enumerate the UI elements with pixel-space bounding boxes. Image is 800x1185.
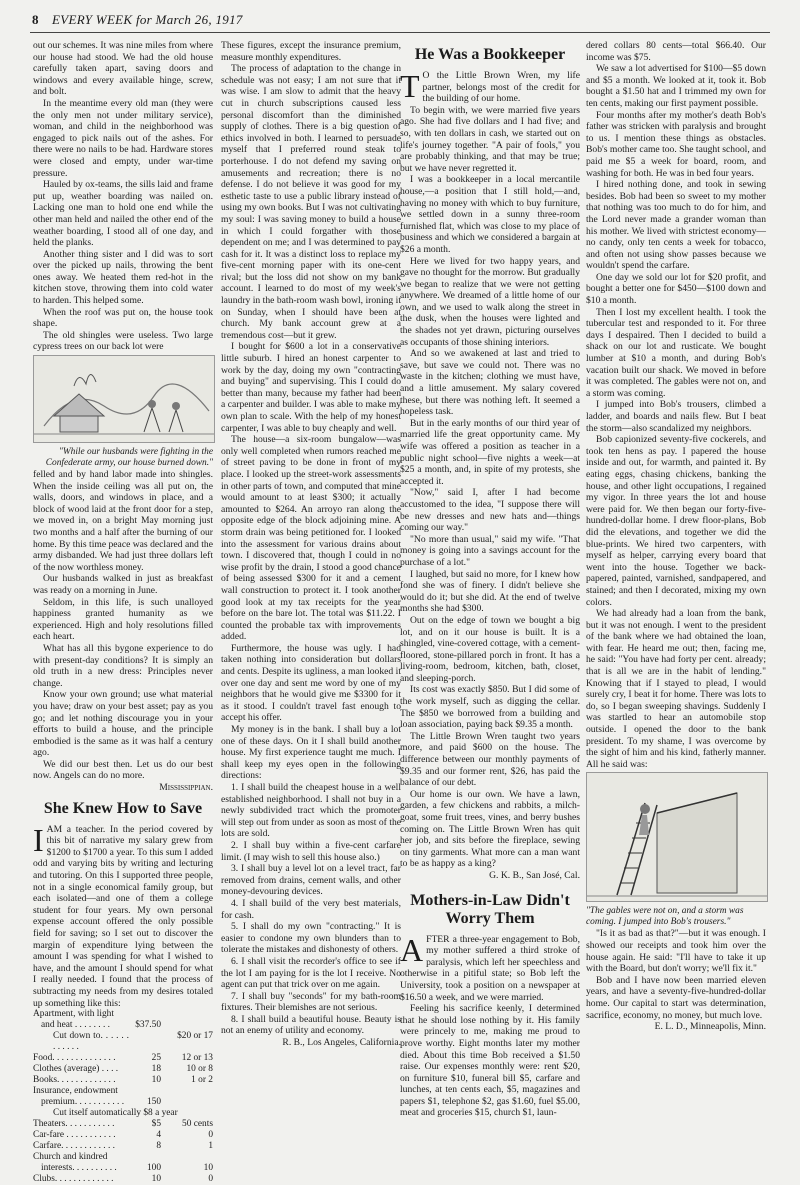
drop-cap: I — [33, 821, 44, 858]
paragraph: "No more than usual," said my wife. "That money is going into a savings account for the purchase of a lot." — [400, 533, 580, 568]
paragraph: My money is in the bank. I shall buy a lot one of these days. On it I shall build another house. My first experience taught me much. I shall keep my eyes open in the following directions: — [221, 724, 401, 782]
illustration-woman-on-ladder — [586, 772, 768, 902]
table-row: Food. . . . . . . . . . . . . . 25 12 or 13 — [33, 1053, 213, 1064]
paragraph: 4. I shall build of the very best materials, for cash. — [221, 897, 401, 921]
drop-cap: A — [400, 931, 424, 968]
paragraph: 8. I shall build a beautiful house. Beauty is not an enemy of utility and economy. — [221, 1013, 401, 1037]
column-2 — [221, 40, 401, 1085]
table-row: Car-fare . . . . . . . . . . . 4 0 — [33, 1130, 213, 1141]
ladder-illustration — [587, 773, 767, 901]
paragraph: 6. I shall visit the recorder's office to see if the lot I am paying for is the lot I receive. No agent can put that trick over on me again. — [221, 955, 401, 991]
paragraph: Bob and I have now been married eleven years, and have a seventy-five-hundred-dollar home. Our capital to start was determination, sacrifice, economy, no money, but much love. — [586, 974, 766, 1021]
table-row: interests. . . . . . . . . . 100 10 — [41, 1163, 213, 1174]
paragraph: Its cost was exactly $850. But I did some of the work myself, such as digging the cellar. The $850 we borrowed from a building and loan association, paying back $9.35 a month. — [400, 684, 580, 731]
signature: G. K. B., San José, Cal. — [489, 869, 580, 881]
paragraph: To begin with, we were married five years ago. She had five dollars and I had five; and so, with ten dollars in cash, we started out on life's journey together. "A pair of fools," you are probably thinking, and that may be true; but we have never regretted it. — [400, 104, 580, 174]
paragraph: Hauled by ox-teams, the sills laid and frame put up, weather boarding was nailed on. Lacking one man to hold one end while the other man held and nailed the other end of the weather boarding, I stood all of one day, and held the planks. — [33, 179, 213, 249]
table-row: Apartment, with light — [33, 1009, 114, 1020]
paragraph: "Now," said I, after I had become accustomed to the idea, "I suppose there will be new dresses and new hats and—things coming our way." — [400, 487, 580, 534]
table-row: Clothes (average) . . . . 18 10 or 8 — [33, 1064, 213, 1075]
paragraph: Here we lived for two happy years, and gave no thought for the morrow. But gradually we began to realize that we were not getting anywhere. We dreamed of a little home of our own, and we used to walk along the street in the dusk, when the houses were lighted and the shades not yet drawn, picturing ourselves as occupants of those shining interiors. — [400, 255, 580, 348]
paragraph: These figures, except the insurance premium, measure monthly expenditures. — [221, 40, 401, 63]
table-row: Carfare. . . . . . . . . . . . 8 1 — [33, 1141, 213, 1152]
paragraph: Out on the edge of town we bought a big lot, and on it our house is built. It is a shingled, vine-covered cottage, with a cement-floored, stone-pillared porch in front. It has a living-room, bedroom, kitchen, bath, closet, and sleeping-porch. — [400, 614, 580, 684]
paragraph: The Little Brown Wren taught two years more, and paid $600 on the house. The difference between our monthly payments of $9.35 and our former rent, $26, has paid the balance of our debt. — [400, 730, 580, 789]
house-fire-illustration — [34, 356, 214, 442]
paragraph: Four months after my mother's death Bob's father was stricken with paralysis and brought to us. I mention these things as obstacles. Bob's mother came too. She taught school, and paid me $5 a week for board, room, and washing for both. He was in bed four years. — [586, 109, 766, 179]
table-row: premium. . . . . . . . . . . 150 — [41, 1097, 161, 1108]
table-row: Clubs. . . . . . . . . . . . . 10 0 — [33, 1174, 213, 1185]
table-row: and heat . . . . . . . . $37.50 — [41, 1020, 161, 1031]
paragraph: Feeling his sacrifice keenly, I determined that he should lose nothing by it. His family were princely to me, making me proud to prove worthy. Eight months later my mother died. About this time Bob received a $1.50 raise. Our expenses monthly were: rent $20, on furniture $10, funeral bill $5, carfare and lunches, at ten cents each, $5, magazines and papers $1, telephone $2, gas $1.60, fuel $5.00, meat and groceries $15, church $1, laun- — [400, 1003, 580, 1119]
expense-table — [33, 1009, 213, 1185]
paragraph: I bought for $600 a lot in a conservative little suburb. I hired an honest carpenter to work by the day, doing my own "contracting and buying" and supervising. This I could do better than many, because my father had been a carpenter and builder. I was able to make my own plan to scale. With the help of my honest carpenter, I was able to buy cheaply and well. — [221, 341, 401, 434]
table-row: Cut itself automatically $8 a year — [53, 1108, 178, 1119]
paragraph: Our husbands walked in just as breakfast was ready on a morning in June. — [33, 573, 213, 596]
paragraph: felled and by hand labor made into shingles. When the inside ceiling was all put on, the walls, doors, and windows in place, and a block of wood laid at the front door for a step, we moved in, on a bright May morning just two months and a half after the burning of our home. By this time peace was declared and the army disbanded. We had just three dollars left of the now worthless money. — [33, 469, 213, 573]
paragraph: When the roof was put on, the house took shape. — [33, 306, 213, 330]
paragraph: out our schemes. It was nine miles from where our house had stood. We had the old house carefully taken apart, saving doors and windows and every available hinge, screw, and bolt. — [33, 40, 213, 98]
article-lead: T O the Little Brown Wren, my life partner, belongs most of the credit for the building of our home. — [400, 68, 580, 105]
paragraph: "Is it as bad as that?"—but it was enough. I showed our receipts and took him over the house again. He said: "I'll have to take it up with the Board, but don't worry; we'll fix it." — [586, 928, 766, 975]
paragraph: The process of adaptation to the change in schedule was not easy; I am not sure that it was wise. I am slow to admit that the heavy cut in church subscriptions caused less personal discomfort than the diminished supply of clothes. There is a big question of ethics involved in both. I learned to persuade myself that I preferred round steak to porterhouse. I do not defend my saving on amusements and recreation; there is no defense. I do not believe it was good for my esthetic taste to use a public library instead of using my own books. But I was not cultivating my soul: I was saving money to build a house in which I could forgather with those dependent on me; and I was determined to pay cash for it. It was a distinct loss to replace my five-cent morning paper with its one-cent rival; but the loss did not show on my bank account. I learned to do most of my week's laundry in the bath-room wash bowl, ironing it on Sunday, when I should have been at church. My bank account grew at a tremendous cost—but it grew. — [221, 63, 401, 341]
paragraph: dered collars 80 cents—total $66.40. Our income was $75. — [586, 40, 766, 63]
table-row: Books. . . . . . . . . . . . . 10 1 or 2 — [33, 1075, 213, 1086]
article-lead: AFTER a three-year engagement to Bob, my mother suffered a third stroke of paralysis, which left her speechless and otherwise in a pitiful state; so Bob left the University, took a position on a newspaper at $16.50 a week, and we were married. — [400, 931, 580, 1003]
paragraph: I was a bookkeeper in a local mercantile house,—a position that I still hold,—and, having no money with which to buy furniture, we settled down in a sunny three-room furnished flat, which was close to my place of business and which we considered a bargain at $26 a month. — [400, 174, 580, 255]
article-lead: IAM a teacher. In the period covered by this bit of narrative my salary grew from $1200 to $1700 a year. To this sum I added odd and varying bits by writing and lecturing and tutoring. On this I supported three people, not in a single economical family group, but each isolated—and one of them a college student for four years. My own personal expense account offered the only possible field for saving; so I set out to discover the margin of expenditure lying between the amount I was spending for what I wished to have, and the amount I should spend for what I really needed. I found that the process of subtracting my needs from my desires totaled up something like this: — [33, 821, 213, 1009]
paragraph: In the meantime every old man (they were the only men not under military service), woman, and child in the neighborhood was engaged to pick nails out of the ashes. For there were no nails to be had. Hardware stores were closed and empty, under war-time pressure. — [33, 97, 213, 179]
paragraph: We had already had a loan from the bank, but it was not enough. I went to the president of the bank where we had obtained the loan, with fear. He heard me out; then, facing me, he said: "You have had forty per cent. already; that is all we are in the habit of lending." Knowing that if I stayed to plead, I would surely cry, I beat it for home. There was lots to do, so I began sweeping shavings. Suddenly I was startled to hear an automobile stop outside. I opened the door to the bank president. To my shame, I was overcome by the sight of him and his kind, fatherly manner. All he said was: — [586, 608, 766, 770]
article-title: Mothers-in-Law Didn't Worry Them — [410, 891, 570, 927]
article-title: He Was a Bookkeeper — [414, 46, 566, 63]
paragraph: I hired nothing done, and took in sewing besides. Bob had been so sweet to my mother that nothing was too much to do for him, and the Lord never made a grander woman than his mother. We lived with strictest economy—no candy, only ten cents a week for tobacco, and often not using show passes because we wouldn't spend the carfare. — [586, 179, 766, 272]
column-3 — [400, 40, 580, 1119]
paragraph: But in the early months of our third year of married life the great opportunity came. My wife was offered a position as teacher in a public night school—five nights a week—at $25 a month, and, in spite of my protests, she accepted it. — [400, 417, 580, 487]
paragraph: Then I lost my excellent health. I took the tubercular test and responded to it. For three days I despaired. Then I decided to build a shack on our lot and rusticate. We bought lumber at $10 a month, and during Bob's vacation built our shack. We moved in before it was completed. The gables were not on, and a storm was coming. — [586, 306, 766, 399]
table-row: Theaters. . . . . . . . . . . $5 50 cents — [33, 1119, 213, 1130]
paragraph: And so we awakened at last and tried to save, but save we could not. There was no waste in the kitchen; clothing we must have, and a little amusement. My salary covered these, but there was nothing left. It seemed a hopeless task. — [400, 348, 580, 418]
paragraph: What has all this bygone experience to do with present-day conditions? It is simply an old truth in a new dress: Principles never change. — [33, 642, 213, 689]
column-1 — [33, 40, 213, 1185]
paragraph: 5. I shall do my own "contracting." It is easier to condone my own blunders than to tolerate the mistakes and dishonesty of others. — [221, 921, 401, 956]
paragraph: 1. I shall build the cheapest house in a well established neighborhood. I shall not buy in a newly subdivided tract which the promoter will step out from under as soon as most of the lots are sold. — [221, 782, 401, 840]
paragraph: The old shingles were useless. Two large cypress trees on our back lot were — [33, 329, 213, 353]
paragraph: I laughed, but said no more, for I knew how fond she was of finery. I didn't believe she would do it; but she did. At the end of twelve months she had $300. — [400, 568, 580, 615]
paragraph: Another thing sister and I did was to sort over the picked up nails, throwing the bent ones away. We heated them red-hot in the kitchen stove, throwing them into cold water to harden. This helped some. — [33, 248, 213, 307]
illustration-caption: "The gables were not on, and a storm was coming. I jumped into Bob's trousers." — [586, 906, 744, 928]
signature: R. B., Los Angeles, California. — [282, 1037, 401, 1049]
paragraph: I jumped into Bob's trousers, climbed a ladder, and boards and nails flew. But I beat the storm—also scandalized my neighbors. — [586, 399, 766, 434]
paragraph: Know your own ground; use what material you have; draw on your best asset; pay as you go; and let nothing discourage you in your efforts to build a house, and the principle embodied is the same as it was half a century ago. — [33, 689, 213, 759]
article-title: She Knew How to Save — [43, 799, 203, 817]
paragraph: We saw a lot advertised for $100—$5 down and $5 a month. We looked at it, took it. Bob bought a $1.50 hat and I trimmed my own for ten cents, making our first payment possible. — [586, 63, 766, 109]
illustration-caption: "While our husbands were fighting in the Confederate army, our house burned down." — [45, 447, 213, 469]
table-row: Church and kindred — [33, 1152, 108, 1163]
drop-cap: T — [400, 68, 420, 104]
paragraph: Bob capionized seventy-five cockerels, and took ten hens as pay. I papered the house inside and out, for warmth, and painted it. By eating eggs, chasing chickens, banking the house, and other light occupations, I regained my vigor. In three years the lot and house were paid for. We then began our forty-five-hundred-dollar home. I drew floor-plans, Bob did the elevations, and together we did the blue-prints. We hired two carpenters, with myself as helper, carrying every board that went into the house. Together we back-papered, painted, varnished, sandpapered, and stained; and then I decorated, mixing my own colors. — [586, 434, 766, 608]
page-number: 8 — [32, 12, 39, 27]
paragraph: Our home is our own. We have a lawn, garden, a few chickens and rabbits, a milch-goat, some fruit trees, vines, and berry bushes coming on. The Little Brown Wren has quit her job, and sits before the fireplace, sewing on tiny garments. What more can a man want to be as happy as a king? — [400, 788, 580, 870]
table-row: Cut down to. . . . . . . . . . . . $20 or 17 — [53, 1031, 213, 1053]
paragraph: 2. I shall buy within a five-cent carfare limit. (I may wish to sell this house also.) — [221, 839, 401, 863]
paragraph: One day we sold our lot for $20 profit, and bought a better one for $450—$100 down and $10 a month. — [586, 271, 766, 307]
signature: Mississippian. — [159, 782, 213, 794]
paragraph: The house—a six-room bungalow—was only well completed when rumors reached me of street paving to be done in front of my place. I looked up the street-work assessments in other parts of town, and computed that mine would amount to at least $300; it actually amounted to $264. An arroyo ran along the opposite edge of the block adjoining mine. A storm drain was being petitioned for. I looked into the assessment for various drains about town. I discovered that, though I could in no wise profit by the drain, I stood a good chance of being assessed $300 for it and a cement wall construction to protect it. I took another good look at my tax receipts for the year before on the bare lot. The total was $11.22. I counted the probable tax with improvements added. — [221, 434, 401, 643]
table-row: Insurance, endowment — [33, 1086, 118, 1097]
column-4 — [586, 40, 766, 1085]
illustration-house-fire — [33, 355, 215, 443]
paragraph: 3. I shall buy a level lot on a level tract, far removed from drains, cement walls, and other money-devouring devices. — [221, 863, 401, 898]
paragraph: We did our best then. Let us do our best now. Angels can do no more. — [33, 758, 213, 782]
paragraph: Seldom, in this life, is such unalloyed happiness granted humanity as we experienced. High and holy resolutions filled each heart. — [33, 596, 213, 643]
page-header — [30, 10, 770, 33]
paragraph: 7. I shall buy "seconds" for my bath-room fixtures. Their blemishes are not serious. — [221, 990, 401, 1014]
masthead: EVERY WEEK for March 26, 1917 — [52, 12, 243, 27]
signature: E. L. D., Minneapolis, Minn. — [654, 1021, 766, 1033]
paragraph: Furthermore, the house was ugly. I had taken nothing into consideration but dollars and cents. Despite its ugliness, a man looked it over one day and sent me word by one of my neighbors that he would give me $3300 for it as it stood. I couldn't travel fast enough to accept his offer. — [221, 642, 401, 724]
